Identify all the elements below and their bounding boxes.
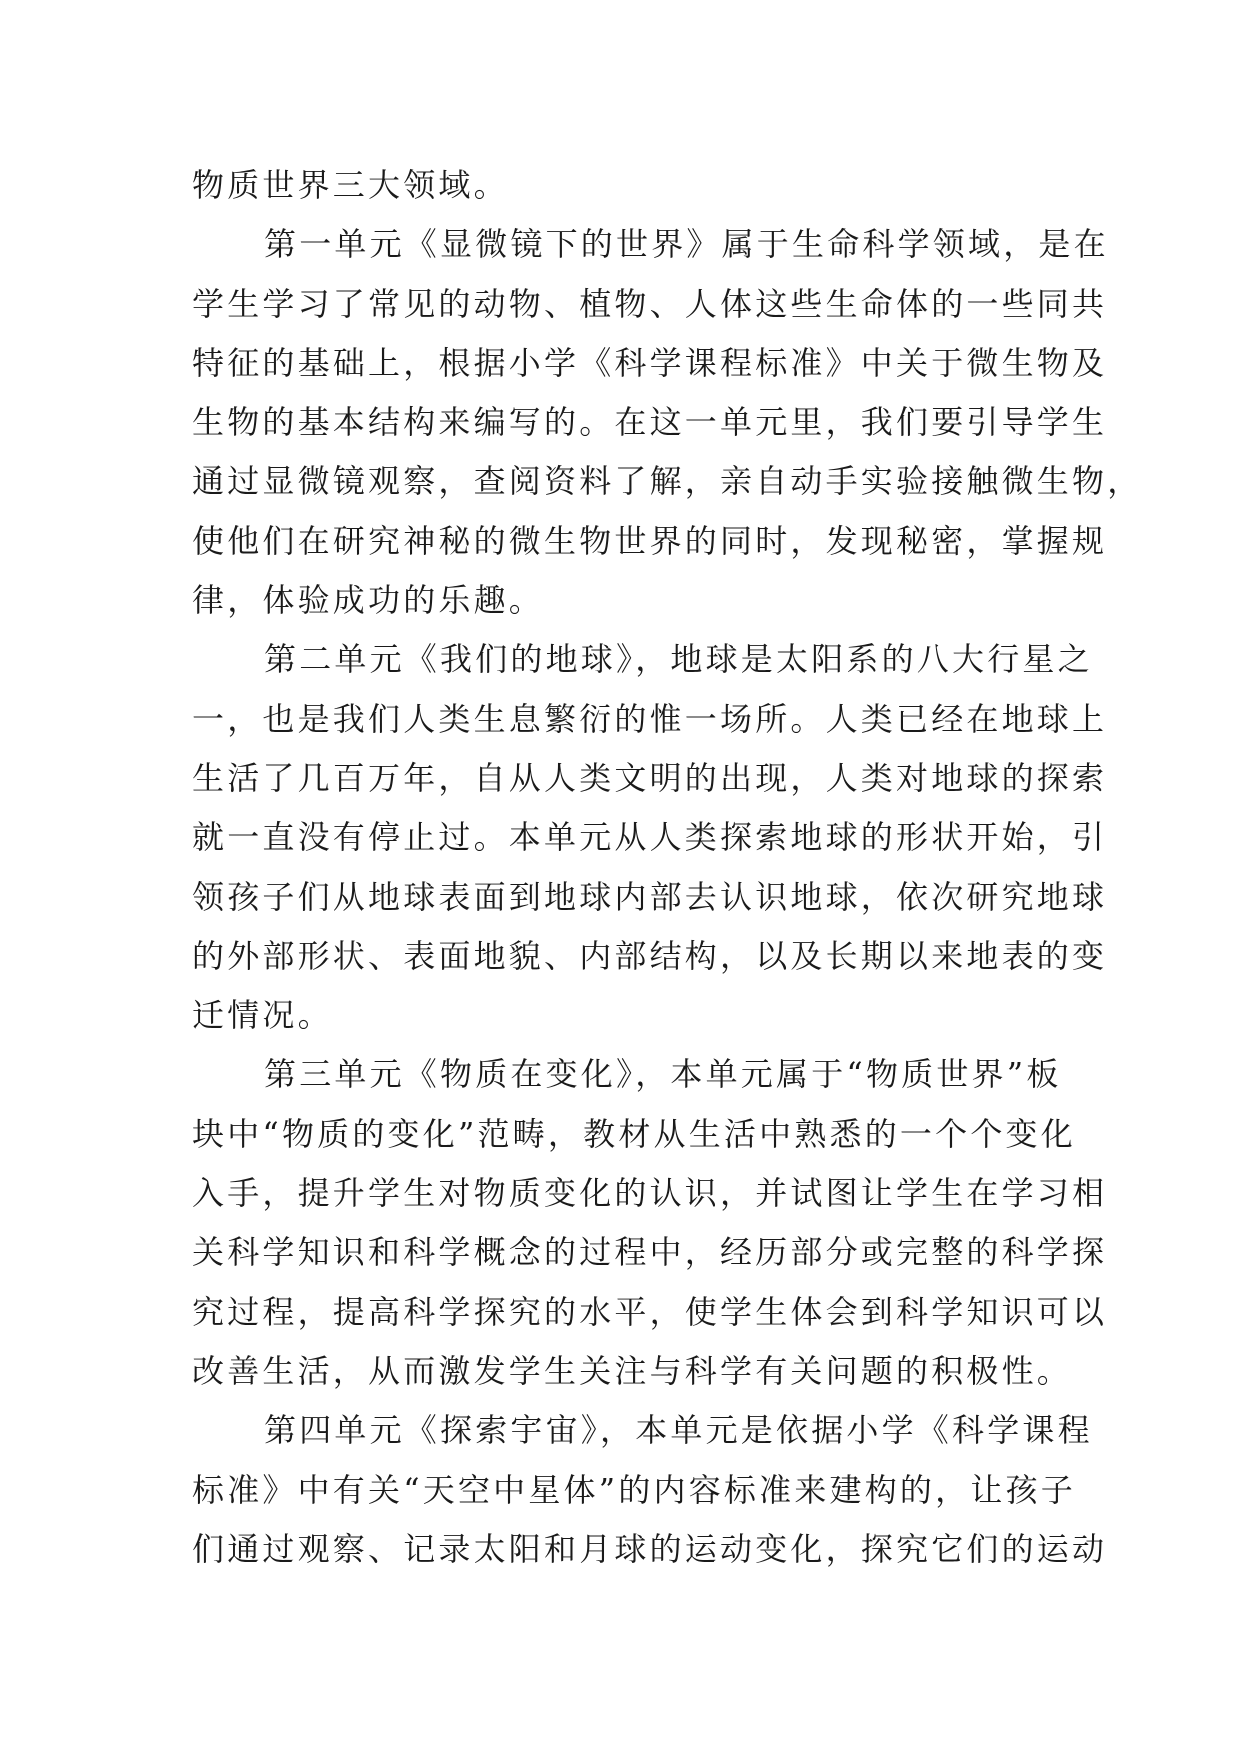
text-line: 就一直没有停止过。本单元从人类探索地球的形状开始，引	[192, 818, 1108, 857]
text-line: 入手，提升学生对物质变化的认识，并试图让学生在学习相	[192, 1174, 1108, 1213]
text-line: 特征的基础上，根据小学《科学课程标准》中关于微生物及	[192, 343, 1108, 382]
text-line: 第四单元《探索宇宙》，本单元是依据小学《科学课程	[264, 1411, 1093, 1450]
text-line: 改善生活，从而激发学生关注与科学有关问题的积极性。	[192, 1351, 1073, 1390]
text-line: 学生学习了常见的动物、植物、人体这些生命体的一些同共	[192, 284, 1108, 323]
text-line: 律，体验成功的乐趣。	[192, 581, 545, 620]
text-line: 关科学知识和科学概念的过程中，经历部分或完整的科学探	[192, 1233, 1108, 1272]
text-line: 第二单元《我们的地球》，地球是太阳系的八大行星之	[264, 640, 1093, 679]
text-line: 块中“物质的变化”范畴，教材从生活中熟悉的一个个变化	[192, 1114, 1076, 1153]
text-line: 第一单元《显微镜下的世界》属于生命科学领域，是在	[264, 225, 1109, 264]
text-line: 第三单元《物质在变化》，本单元属于“物质世界”板	[264, 1055, 1062, 1094]
text-line: 标准》中有关“天空中星体”的内容标准来建构的，让孩子	[192, 1470, 1076, 1509]
text-line: 通过显微镜观察，查阅资料了解，亲自动手实验接触微生物，	[192, 462, 1143, 501]
text-line: 究过程，提高科学探究的水平，使学生体会到科学知识可以	[192, 1292, 1108, 1331]
text-line: 迁情况。	[192, 996, 333, 1035]
text-line: 们通过观察、记录太阳和月球的运动变化，探究它们的运动	[192, 1529, 1108, 1568]
text-line: 生物的基本结构来编写的。在这一单元里，我们要引导学生	[192, 403, 1108, 442]
text-line: 一，也是我们人类生息繁衍的惟一场所。人类已经在地球上	[192, 699, 1108, 738]
text-line: 使他们在研究神秘的微生物世界的同时，发现秘密，掌握规	[192, 521, 1108, 560]
text-line: 领孩子们从地球表面到地球内部去认识地球，依次研究地球	[192, 877, 1108, 916]
document-body	[192, 156, 1143, 1579]
text-line: 生活了几百万年，自从人类文明的出现，人类对地球的探索	[192, 758, 1108, 797]
text-line: 的外部形状、表面地貌、内部结构，以及长期以来地表的变	[192, 936, 1108, 975]
text-line: 物质世界三大领域。	[192, 166, 509, 204]
